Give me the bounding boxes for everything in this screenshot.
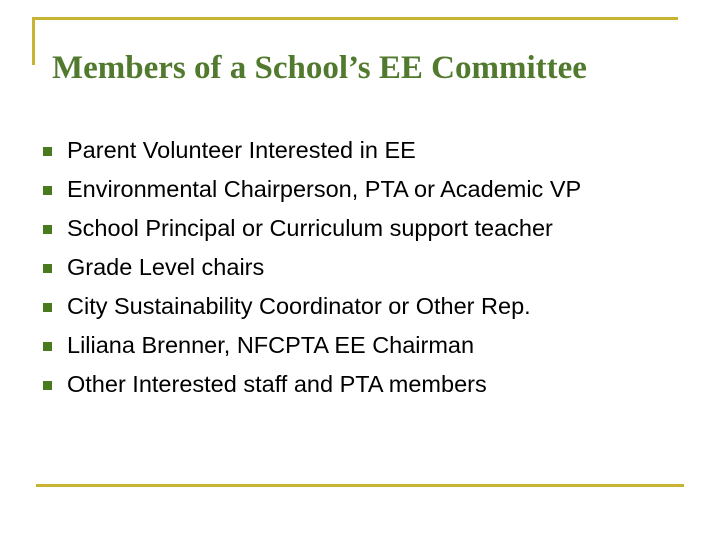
square-bullet-icon	[43, 186, 52, 195]
square-bullet-icon	[43, 147, 52, 156]
square-bullet-icon	[43, 381, 52, 390]
list-item	[42, 286, 581, 325]
bullet-text: Environmental Chairperson, PTA or Academic VP	[67, 175, 582, 202]
frame-bottom-rule	[36, 484, 684, 487]
frame-left-rule	[32, 17, 35, 65]
slide-title: Members of a School’s EE Committee	[52, 50, 587, 86]
square-bullet-icon	[43, 342, 52, 351]
list-item	[42, 130, 581, 169]
bullet-text: Liliana Brenner, NFCPTA EE Chairman	[67, 331, 475, 358]
square-bullet-icon	[43, 303, 52, 312]
list-item	[42, 247, 581, 286]
bullet-text: Parent Volunteer Interested in EE	[67, 136, 416, 163]
bullet-text: City Sustainability Coordinator or Other Rep.	[67, 292, 531, 319]
frame-top-rule	[32, 17, 678, 20]
bullet-text: Other Interested staff and PTA members	[67, 370, 487, 397]
bullet-list	[42, 130, 581, 403]
bullet-text: Grade Level chairs	[67, 253, 265, 280]
list-item	[42, 364, 581, 403]
list-item	[42, 325, 581, 364]
square-bullet-icon	[43, 264, 52, 273]
bullet-text: School Principal or Curriculum support teacher	[67, 214, 553, 241]
square-bullet-icon	[43, 225, 52, 234]
list-item	[42, 208, 581, 247]
list-item	[42, 169, 581, 208]
